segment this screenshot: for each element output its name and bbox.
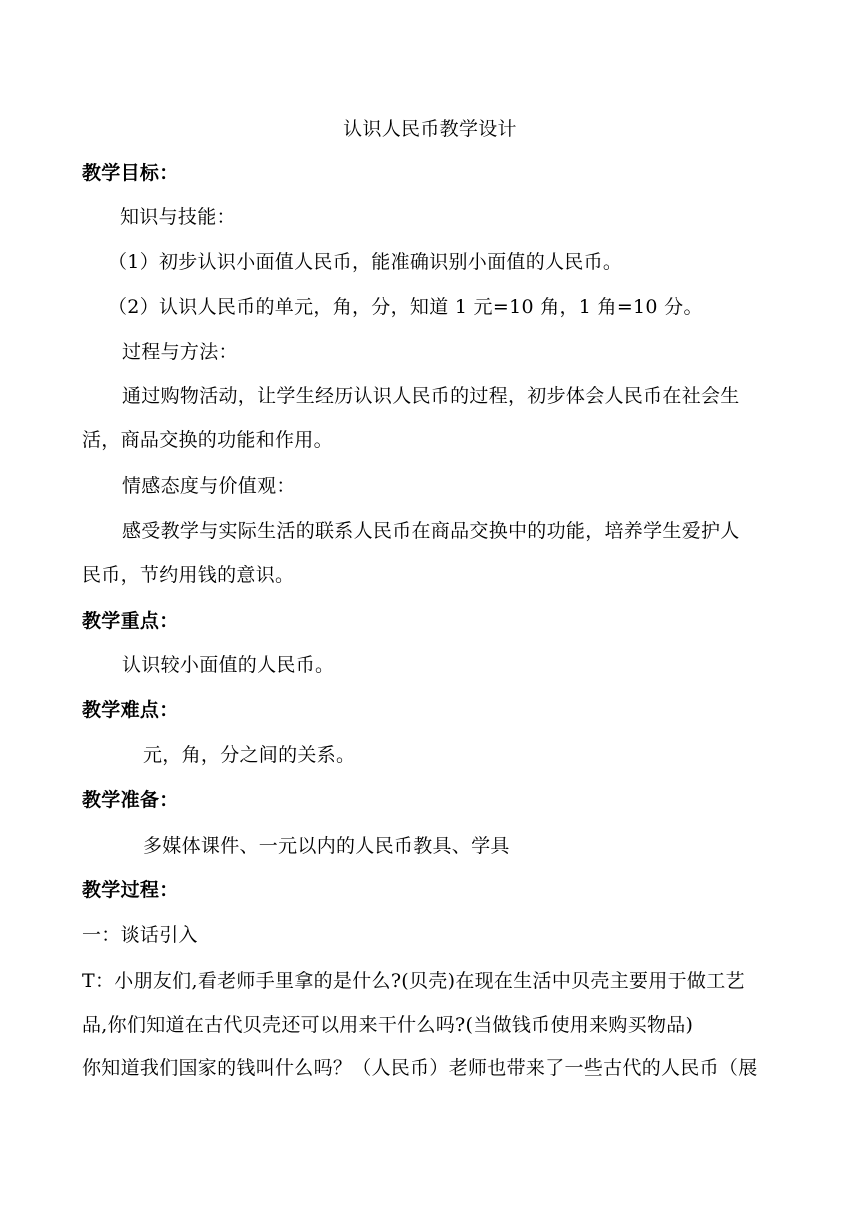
subheading-knowledge-skills: 知识与技能： [120, 206, 236, 228]
subheading-process-method: 过程与方法： [122, 341, 238, 363]
subheading-emotion-values: 情感态度与价值观： [122, 475, 296, 497]
heading-teaching-goals: 教学目标： [82, 162, 179, 184]
paragraph-emotion-line-1: 感受教学与实际生活的联系人民币在商品交换中的功能，培养学生爱护人 [122, 520, 740, 542]
paragraph-intro-line-3: 你知道我们国家的钱叫什么吗？（人民币）老师也带来了一些古代的人民币（展 [82, 1057, 758, 1079]
paragraph-process-line-2: 活，商品交换的功能和作用。 [82, 429, 333, 451]
paragraph-difficult-points: 元，角，分之间的关系。 [143, 744, 356, 766]
document-title: 认识人民币教学设计 [343, 118, 517, 140]
heading-key-points: 教学重点： [82, 610, 179, 632]
heading-teaching-process: 教学过程： [82, 879, 179, 901]
goal-item-1: （1）初步认识小面值人民币，能准确识别小面值的人民币。 [108, 251, 623, 273]
goal-item-2: （2）认识人民币的单元，角，分，知道 1 元=10 角，1 角=10 分。 [108, 296, 703, 318]
paragraph-intro-line-2: 品,你们知道在古代贝壳还可以用来干什么吗?(当做钱币使用来购买物品) [82, 1014, 694, 1036]
paragraph-process-line-1: 通过购物活动，让学生经历认识人民币的过程，初步体会人民币在社会生 [122, 385, 740, 407]
paragraph-emotion-line-2: 民币，节约用钱的意识。 [82, 564, 295, 586]
heading-preparation: 教学准备： [82, 789, 179, 811]
paragraph-preparation: 多媒体课件、一元以内的人民币教具、学具 [143, 835, 510, 857]
heading-difficult-points: 教学难点： [82, 699, 179, 721]
paragraph-intro-line-1: T：小朋友们,看老师手里拿的是什么?(贝壳)在现在生活中贝壳主要用于做工艺 [82, 970, 745, 992]
paragraph-key-points: 认识较小面值的人民币。 [122, 654, 335, 676]
section-intro-talk: 一：谈话引入 [82, 924, 198, 946]
